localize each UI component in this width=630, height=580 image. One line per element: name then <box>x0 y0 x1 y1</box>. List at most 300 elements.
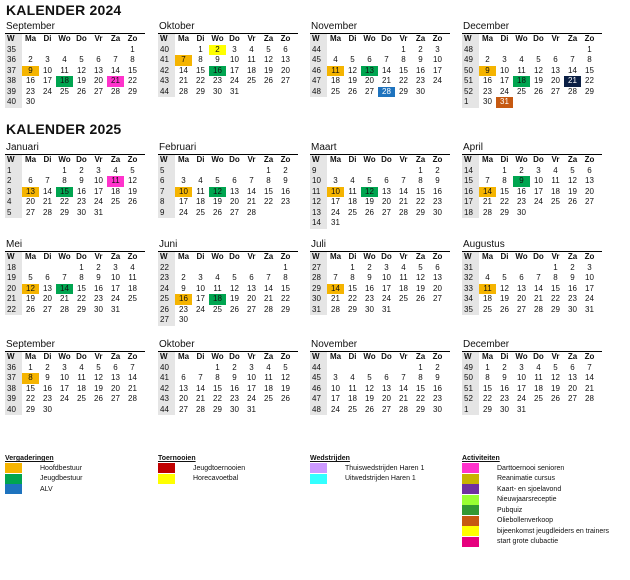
day-cell: 19 <box>77 76 86 85</box>
week-row <box>5 363 145 374</box>
day-cell: 9 <box>435 373 440 382</box>
day-cell: 4 <box>519 55 524 64</box>
weekday-label: Ma <box>24 352 37 361</box>
week-number: 44 <box>158 405 175 416</box>
day-cell: 24 <box>500 86 509 96</box>
month-februari <box>158 142 298 218</box>
day-cell: 13 <box>433 273 442 282</box>
day-cell-jeugdbestuur: 15 <box>56 187 73 198</box>
day-cell: 17 <box>534 186 543 196</box>
weekday-label: Zo <box>127 34 138 43</box>
day-cell: 23 <box>517 197 526 206</box>
day-cell: 9 <box>502 373 507 382</box>
day-cell: 22 <box>500 197 509 206</box>
day-cell: 27 <box>179 404 188 414</box>
empty-cell <box>530 97 547 108</box>
weekday-label: Vr <box>247 155 256 164</box>
day-cell: 31 <box>382 304 391 314</box>
weekday-label: Do <box>76 34 87 43</box>
day-cell: 4 <box>79 362 84 372</box>
day-cell: 1 <box>130 44 135 54</box>
day-cell: 2 <box>435 165 440 175</box>
empty-cell <box>412 218 429 229</box>
day-cell: 23 <box>43 394 52 403</box>
day-cell: 4 <box>113 165 118 175</box>
day-cell: 8 <box>418 176 423 185</box>
day-cell-jeugdbestuur: 16 <box>209 66 226 77</box>
weekday-label: Do <box>229 252 240 261</box>
day-cell: 13 <box>568 373 577 382</box>
day-cell: 25 <box>264 394 273 403</box>
day-cell: 14 <box>247 186 256 196</box>
day-cell: 6 <box>232 176 237 185</box>
week-row <box>5 66 145 77</box>
week-row <box>310 208 450 219</box>
day-cell: 27 <box>568 394 577 403</box>
weekday-header <box>158 33 298 45</box>
day-cell-hoofdbestuur: 14 <box>479 187 496 198</box>
day-cell: 20 <box>111 383 120 393</box>
day-cell: 24 <box>247 394 256 403</box>
day-cell-hoofdbestuur: 9 <box>479 66 496 77</box>
week-number: 38 <box>5 384 22 395</box>
week-column-header: W <box>462 352 479 363</box>
weekday-label: Ma <box>329 34 342 43</box>
weekday-label: Zo <box>127 352 138 361</box>
day-cell: 1 <box>215 362 220 372</box>
week-row <box>158 294 298 305</box>
day-cell: 31 <box>585 304 594 314</box>
empty-cell <box>73 97 90 108</box>
day-cell: 30 <box>568 304 577 314</box>
week-column-header: W <box>158 252 175 263</box>
day-cell: 23 <box>416 76 425 85</box>
day-cell-darttoernooi: 21 <box>107 76 124 87</box>
week-number: 42 <box>158 66 175 77</box>
empty-cell <box>260 263 277 274</box>
day-cell: 28 <box>60 304 69 314</box>
week-number: 5 <box>158 166 175 177</box>
month-oktober <box>158 339 298 415</box>
day-cell: 8 <box>553 273 558 282</box>
day-cell: 12 <box>230 283 239 293</box>
day-cell: 5 <box>232 273 237 282</box>
weekday-header <box>158 251 298 263</box>
legend-label: Darttoernooi senioren <box>497 464 565 472</box>
week-number: 28 <box>310 273 327 284</box>
day-cell: 12 <box>281 373 290 382</box>
week-column-header: W <box>158 34 175 45</box>
empty-cell <box>124 208 141 219</box>
day-cell-jeugdbestuur: 18 <box>513 76 530 87</box>
week-number: 20 <box>5 284 22 295</box>
legend-group-vergaderingen <box>5 454 82 495</box>
day-cell: 7 <box>333 273 338 282</box>
color-swatch <box>462 484 479 494</box>
day-cell: 7 <box>570 55 575 64</box>
weekday-label: Do <box>533 155 544 164</box>
day-cell: 17 <box>179 197 188 206</box>
day-cell-hoofdbestuur: 10 <box>327 187 344 198</box>
day-cell: 2 <box>485 55 490 64</box>
day-cell: 1 <box>266 165 271 175</box>
color-swatch <box>462 516 479 526</box>
weekday-label: Za <box>415 155 426 164</box>
day-cell: 8 <box>283 273 288 282</box>
week-number: 44 <box>158 87 175 98</box>
week-row <box>5 273 145 284</box>
legend-item <box>310 463 424 474</box>
day-cell: 28 <box>247 207 256 217</box>
day-cell: 25 <box>517 86 526 96</box>
day-cell: 18 <box>348 394 357 403</box>
month-april <box>462 142 602 218</box>
day-cell: 19 <box>534 76 543 85</box>
week-row <box>158 66 298 77</box>
day-cell: 24 <box>534 197 543 206</box>
empty-cell <box>479 263 496 274</box>
week-column-header: W <box>5 252 22 263</box>
week-column-header: W <box>462 34 479 45</box>
color-swatch <box>310 474 327 484</box>
empty-cell <box>530 405 547 416</box>
week-row <box>310 218 450 229</box>
day-cell: 27 <box>111 394 120 403</box>
day-cell: 8 <box>215 373 220 382</box>
week-row <box>5 176 145 187</box>
day-cell: 25 <box>196 207 205 217</box>
empty-cell <box>22 166 39 177</box>
weekday-label: Vr <box>247 252 256 261</box>
week-row <box>158 208 298 219</box>
day-cell: 7 <box>401 176 406 185</box>
day-cell: 3 <box>587 262 592 272</box>
week-number: 10 <box>310 176 327 187</box>
day-cell: 23 <box>568 294 577 303</box>
day-cell: 19 <box>281 383 290 393</box>
day-cell: 19 <box>365 394 374 403</box>
day-cell: 7 <box>587 362 592 372</box>
day-cell: 14 <box>179 65 188 75</box>
week-row <box>462 45 602 56</box>
day-cell: 2 <box>418 44 423 54</box>
day-cell: 2 <box>45 362 50 372</box>
day-cell: 20 <box>281 65 290 75</box>
week-number: 37 <box>5 373 22 384</box>
day-cell: 10 <box>43 65 52 75</box>
weekday-header <box>462 33 602 45</box>
week-row <box>310 363 450 374</box>
week-row <box>158 394 298 405</box>
day-cell: 25 <box>551 197 560 206</box>
day-cell: 7 <box>198 373 203 382</box>
day-cell: 2 <box>96 262 101 272</box>
week-row <box>158 284 298 295</box>
day-cell: 5 <box>283 362 288 372</box>
empty-cell <box>277 208 294 219</box>
color-swatch <box>462 495 479 505</box>
day-cell-darttoernooi: 11 <box>107 176 124 187</box>
weekday-label: Za <box>110 34 121 43</box>
day-cell: 24 <box>196 304 205 314</box>
weekday-label: Wo <box>363 34 376 43</box>
empty-cell <box>277 405 294 416</box>
weekday-label: Zo <box>432 155 443 164</box>
weekday-label: Wo <box>211 34 224 43</box>
day-cell-hoofdbestuur: 8 <box>22 373 39 384</box>
day-cell: 3 <box>62 362 67 372</box>
weekday-label: Vr <box>551 155 560 164</box>
week-number: 47 <box>310 394 327 405</box>
day-cell: 22 <box>213 394 222 403</box>
day-cell: 21 <box>247 197 256 206</box>
week-number: 4 <box>5 197 22 208</box>
month-december <box>462 21 602 108</box>
day-cell: 17 <box>382 283 391 293</box>
week-number: 45 <box>310 373 327 384</box>
weekday-label: Wo <box>363 352 376 361</box>
day-cell: 3 <box>181 176 186 185</box>
day-cell: 6 <box>384 176 389 185</box>
legend-item <box>462 474 609 485</box>
empty-cell <box>327 363 344 374</box>
day-cell: 15 <box>26 383 35 393</box>
day-cell: 20 <box>551 76 560 85</box>
week-number: 41 <box>158 55 175 66</box>
day-cell: 22 <box>551 294 560 303</box>
week-number: 36 <box>5 363 22 374</box>
day-cell-hoofdbestuur: 13 <box>22 187 39 198</box>
legend-item <box>310 474 424 485</box>
day-cell: 11 <box>348 383 357 393</box>
empty-cell <box>564 97 581 108</box>
week-number: 50 <box>462 373 479 384</box>
week-row <box>5 284 145 295</box>
day-cell: 3 <box>384 262 389 272</box>
day-cell: 16 <box>281 186 290 196</box>
week-row <box>5 373 145 384</box>
week-row <box>5 394 145 405</box>
day-cell: 19 <box>568 186 577 196</box>
week-row <box>462 405 602 416</box>
day-cell: 26 <box>365 207 374 217</box>
empty-cell <box>192 166 209 177</box>
day-cell: 22 <box>26 394 35 403</box>
day-cell: 23 <box>230 394 239 403</box>
day-cell: 6 <box>553 55 558 64</box>
day-cell: 14 <box>196 383 205 393</box>
empty-cell <box>361 218 378 229</box>
day-cell: 18 <box>77 383 86 393</box>
day-cell: 21 <box>483 197 492 206</box>
day-cell: 16 <box>500 383 509 393</box>
day-cell: 13 <box>43 283 52 293</box>
week-row <box>310 284 450 295</box>
day-cell: 4 <box>333 55 338 64</box>
week-number: 30 <box>310 294 327 305</box>
day-cell: 30 <box>517 207 526 217</box>
day-cell: 1 <box>418 165 423 175</box>
day-cell: 26 <box>213 207 222 217</box>
empty-cell <box>192 263 209 274</box>
week-column-header: W <box>310 155 327 166</box>
empty-cell <box>395 218 412 229</box>
month-augustus <box>462 239 602 315</box>
weekday-label: Za <box>415 352 426 361</box>
day-cell: 4 <box>215 273 220 282</box>
week-number: 44 <box>310 363 327 374</box>
day-cell: 7 <box>401 373 406 382</box>
day-cell: 18 <box>247 65 256 75</box>
day-cell: 11 <box>128 273 137 282</box>
day-cell: 17 <box>111 283 120 293</box>
day-cell: 28 <box>585 394 594 403</box>
day-cell: 1 <box>62 165 67 175</box>
legend-label: Horecavoetbal <box>193 475 239 483</box>
week-number: 38 <box>5 76 22 87</box>
day-cell-oliebollen: 31 <box>496 97 513 108</box>
day-cell: 19 <box>551 383 560 393</box>
week-number: 1 <box>462 97 479 108</box>
week-row <box>462 273 602 284</box>
weekday-label: Wo <box>515 352 528 361</box>
day-cell: 23 <box>365 294 374 303</box>
day-cell: 22 <box>196 76 205 85</box>
empty-cell <box>564 208 581 219</box>
day-cell: 2 <box>502 362 507 372</box>
day-cell: 25 <box>534 394 543 403</box>
day-cell: 5 <box>266 44 271 54</box>
month-name: Mei <box>6 239 23 250</box>
day-cell: 25 <box>111 197 120 206</box>
week-row <box>310 294 450 305</box>
empty-cell <box>395 166 412 177</box>
day-cell: 23 <box>94 294 103 303</box>
day-cell: 4 <box>350 176 355 185</box>
day-cell: 30 <box>483 97 492 106</box>
day-cell: 15 <box>416 186 425 196</box>
day-cell: 11 <box>213 283 222 293</box>
month-name: Juli <box>311 239 327 250</box>
day-cell: 18 <box>331 76 340 85</box>
empty-cell <box>513 263 530 274</box>
week-number: 43 <box>158 394 175 405</box>
week-number: 14 <box>462 166 479 177</box>
day-cell: 13 <box>585 176 594 185</box>
day-cell: 21 <box>196 394 205 403</box>
empty-cell <box>581 405 598 416</box>
day-cell: 17 <box>60 383 69 393</box>
day-cell: 15 <box>264 186 273 196</box>
day-cell: 4 <box>401 262 406 272</box>
day-cell: 10 <box>517 373 526 382</box>
week-row <box>462 97 602 108</box>
weekday-label: Wo <box>58 34 71 43</box>
week-row <box>158 263 298 274</box>
weekday-label: Ma <box>481 252 494 261</box>
empty-cell <box>429 218 446 229</box>
day-cell: 22 <box>60 197 69 206</box>
week-row <box>5 87 145 98</box>
week-number: 46 <box>310 66 327 77</box>
week-row <box>158 55 298 66</box>
day-cell: 10 <box>500 65 509 75</box>
legend-label: Jeugdbestuur <box>40 475 83 483</box>
empty-cell <box>564 45 581 56</box>
day-cell: 22 <box>416 394 425 403</box>
day-cell: 12 <box>551 373 560 382</box>
week-row <box>5 45 145 56</box>
day-cell: 14 <box>128 373 137 382</box>
day-cell: 7 <box>536 273 541 282</box>
day-cell: 15 <box>77 283 86 293</box>
day-cell: 30 <box>230 404 239 414</box>
day-cell: 8 <box>485 373 490 382</box>
day-cell: 2 <box>519 165 524 175</box>
weekday-label: Ma <box>481 34 494 43</box>
day-cell: 25 <box>77 394 86 403</box>
day-cell: 1 <box>418 362 423 372</box>
day-cell: 14 <box>264 283 273 293</box>
legend-label: Oliebollenverkoop <box>497 517 554 525</box>
day-cell: 20 <box>517 294 526 303</box>
day-cell-jeugdbestuur: 18 <box>56 76 73 87</box>
weekday-label: Vr <box>551 252 560 261</box>
day-cell: 15 <box>416 383 425 393</box>
month-november <box>310 21 450 97</box>
day-cell: 1 <box>79 262 84 272</box>
week-number: 34 <box>462 294 479 305</box>
day-cell: 7 <box>45 176 50 185</box>
day-cell: 29 <box>416 207 425 217</box>
week-row <box>5 97 145 108</box>
empty-cell <box>56 45 73 56</box>
day-cell-hoofdbestuur: 7 <box>175 55 192 66</box>
legend-label: Reanimatie cursus <box>497 475 555 483</box>
week-number: 5 <box>5 208 22 219</box>
day-cell: 8 <box>79 273 84 282</box>
day-cell: 5 <box>350 55 355 64</box>
day-cell: 5 <box>367 176 372 185</box>
week-row <box>310 405 450 416</box>
weekday-label: Zo <box>127 252 138 261</box>
week-row <box>310 305 450 316</box>
week-row <box>158 273 298 284</box>
day-cell: 16 <box>43 383 52 393</box>
empty-cell <box>344 363 361 374</box>
empty-cell <box>39 45 56 56</box>
day-cell: 10 <box>585 273 594 282</box>
empty-cell <box>361 166 378 177</box>
day-cell: 10 <box>94 176 103 185</box>
week-number: 3 <box>5 187 22 198</box>
day-cell: 4 <box>266 362 271 372</box>
day-cell: 14 <box>43 186 52 196</box>
day-cell: 9 <box>570 273 575 282</box>
day-cell: 6 <box>96 55 101 64</box>
day-cell: 19 <box>500 294 509 303</box>
day-cell: 13 <box>94 65 103 75</box>
day-cell: 21 <box>60 294 69 303</box>
day-cell: 17 <box>196 294 205 303</box>
weekday-label: Vr <box>399 352 408 361</box>
day-cell-horecavoetbal: 2 <box>209 45 226 56</box>
day-cell: 23 <box>483 86 492 96</box>
weekday-header <box>310 251 450 263</box>
color-swatch <box>462 537 479 547</box>
day-cell: 22 <box>264 197 273 206</box>
day-cell: 27 <box>551 86 560 96</box>
